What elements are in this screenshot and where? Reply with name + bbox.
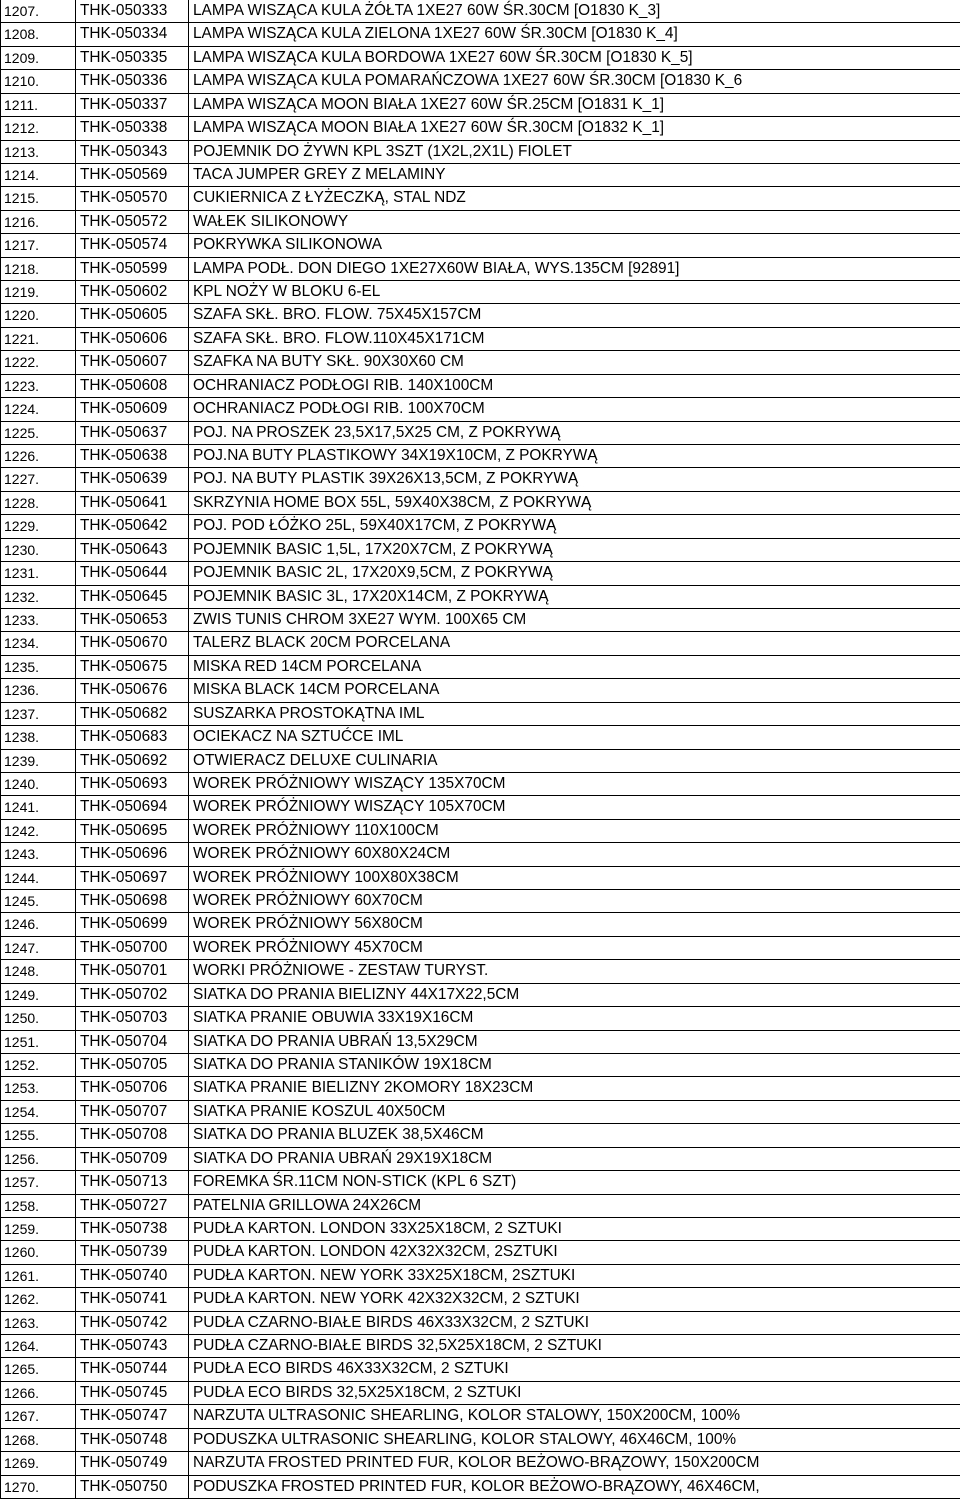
product-description-cell: NARZUTA ULTRASONIC SHEARLING, KOLOR STALOWY, 150X200CM, 100%	[189, 1405, 960, 1428]
product-code-cell: THK-050337	[76, 93, 189, 116]
product-description-cell: SUSZARKA PROSTOKĄTNA IML	[189, 702, 960, 725]
product-code-cell: THK-050607	[76, 351, 189, 374]
table-row	[1, 679, 960, 702]
product-code-cell: THK-050605	[76, 304, 189, 327]
table-row	[1, 374, 960, 397]
table-row	[1, 257, 960, 280]
row-number-cell: 1251.	[1, 1030, 76, 1053]
row-number-cell: 1268.	[1, 1428, 76, 1451]
product-code-cell: THK-050707	[76, 1100, 189, 1123]
product-code-cell: THK-050683	[76, 726, 189, 749]
product-description-cell: PUDŁA ECO BIRDS 46X33X32CM, 2 SZTUKI	[189, 1358, 960, 1381]
row-number-cell: 1239.	[1, 749, 76, 772]
row-number-cell: 1260.	[1, 1241, 76, 1264]
table-row	[1, 445, 960, 468]
product-description-cell: SIATKA DO PRANIA UBRAŃ 13,5X29CM	[189, 1030, 960, 1053]
row-number-cell: 1263.	[1, 1311, 76, 1334]
product-description-cell: OCIEKACZ NA SZTUĆCE IML	[189, 726, 960, 749]
product-code-cell: THK-050338	[76, 117, 189, 140]
row-number-cell: 1266.	[1, 1381, 76, 1404]
row-number-cell: 1219.	[1, 281, 76, 304]
product-code-cell: THK-050572	[76, 210, 189, 233]
table-row	[1, 1311, 960, 1334]
table-row	[1, 749, 960, 772]
product-code-cell: THK-050739	[76, 1241, 189, 1264]
row-number-cell: 1208.	[1, 23, 76, 46]
product-description-cell: WOREK PRÓŻNIOWY 110X100CM	[189, 819, 960, 842]
product-code-cell: THK-050609	[76, 398, 189, 421]
product-description-cell: KPL NOŻY W BLOKU 6-EL	[189, 281, 960, 304]
table-row	[1, 1241, 960, 1264]
product-description-cell: LAMPA WISZĄCA MOON BIAŁA 1XE27 60W ŚR.25CM [O1831 K_1]	[189, 93, 960, 116]
table-row	[1, 585, 960, 608]
table-row	[1, 1030, 960, 1053]
row-number-cell: 1229.	[1, 515, 76, 538]
row-number-cell: 1242.	[1, 819, 76, 842]
product-code-cell: THK-050639	[76, 468, 189, 491]
product-code-cell: THK-050697	[76, 866, 189, 889]
product-description-cell: PUDŁA KARTON. NEW YORK 42X32X32CM, 2 SZTUKI	[189, 1288, 960, 1311]
table-row	[1, 1124, 960, 1147]
product-code-cell: THK-050335	[76, 46, 189, 69]
product-code-cell: THK-050704	[76, 1030, 189, 1053]
table-row	[1, 1077, 960, 1100]
row-number-cell: 1211.	[1, 93, 76, 116]
table-row	[1, 1358, 960, 1381]
table-row	[1, 1171, 960, 1194]
row-number-cell: 1222.	[1, 351, 76, 374]
table-row	[1, 163, 960, 186]
inventory-table-body	[1, 0, 960, 1499]
table-row	[1, 327, 960, 350]
table-row	[1, 1100, 960, 1123]
product-code-cell: THK-050606	[76, 327, 189, 350]
product-code-cell: THK-050670	[76, 632, 189, 655]
table-row	[1, 46, 960, 69]
table-row	[1, 562, 960, 585]
product-code-cell: THK-050574	[76, 234, 189, 257]
product-description-cell: POJEMNIK BASIC 3L, 17X20X14CM, Z POKRYWĄ	[189, 585, 960, 608]
product-code-cell: THK-050713	[76, 1171, 189, 1194]
table-row	[1, 468, 960, 491]
row-number-cell: 1238.	[1, 726, 76, 749]
row-number-cell: 1270.	[1, 1475, 76, 1498]
row-number-cell: 1228.	[1, 491, 76, 514]
table-row	[1, 632, 960, 655]
row-number-cell: 1213.	[1, 140, 76, 163]
product-description-cell: SZAFA SKŁ. BRO. FLOW. 75X45X157CM	[189, 304, 960, 327]
product-code-cell: THK-050645	[76, 585, 189, 608]
row-number-cell: 1237.	[1, 702, 76, 725]
product-description-cell: WOREK PRÓŻNIOWY 60X80X24CM	[189, 843, 960, 866]
product-description-cell: POJEMNIK BASIC 2L, 17X20X9,5CM, Z POKRYWĄ	[189, 562, 960, 585]
product-code-cell: THK-050642	[76, 515, 189, 538]
product-code-cell: THK-050749	[76, 1452, 189, 1475]
product-description-cell: POJEMNIK DO ŻYWN KPL 3SZT (1X2L,2X1L) FIOLET	[189, 140, 960, 163]
product-description-cell: LAMPA WISZĄCA KULA BORDOWA 1XE27 60W ŚR.30CM [O1830 K_5]	[189, 46, 960, 69]
row-number-cell: 1221.	[1, 327, 76, 350]
row-number-cell: 1256.	[1, 1147, 76, 1170]
table-row	[1, 726, 960, 749]
product-description-cell: LAMPA WISZĄCA KULA POMARAŃCZOWA 1XE27 60W ŚR.30CM [O1830 K_6	[189, 70, 960, 93]
table-row	[1, 1428, 960, 1451]
product-description-cell: SIATKA PRANIE BIELIZNY 2KOMORY 18X23CM	[189, 1077, 960, 1100]
product-description-cell: WOREK PRÓŻNIOWY 45X70CM	[189, 936, 960, 959]
product-code-cell: THK-050705	[76, 1053, 189, 1076]
row-number-cell: 1244.	[1, 866, 76, 889]
product-description-cell: MISKA BLACK 14CM PORCELANA	[189, 679, 960, 702]
product-code-cell: THK-050727	[76, 1194, 189, 1217]
row-number-cell: 1232.	[1, 585, 76, 608]
table-row	[1, 421, 960, 444]
table-row	[1, 140, 960, 163]
table-row	[1, 1452, 960, 1475]
table-row	[1, 702, 960, 725]
row-number-cell: 1243.	[1, 843, 76, 866]
table-row	[1, 281, 960, 304]
product-code-cell: THK-050692	[76, 749, 189, 772]
row-number-cell: 1255.	[1, 1124, 76, 1147]
table-row	[1, 772, 960, 795]
row-number-cell: 1233.	[1, 608, 76, 631]
row-number-cell: 1245.	[1, 890, 76, 913]
row-number-cell: 1220.	[1, 304, 76, 327]
product-description-cell: WOREK PRÓŻNIOWY WISZĄCY 105X70CM	[189, 796, 960, 819]
product-code-cell: THK-050641	[76, 491, 189, 514]
table-row	[1, 1147, 960, 1170]
table-row	[1, 655, 960, 678]
table-row	[1, 608, 960, 631]
table-row	[1, 0, 960, 23]
product-description-cell: WAŁEK SILIKONOWY	[189, 210, 960, 233]
table-row	[1, 1217, 960, 1240]
table-row	[1, 1053, 960, 1076]
product-code-cell: THK-050700	[76, 936, 189, 959]
product-code-cell: THK-050748	[76, 1428, 189, 1451]
row-number-cell: 1231.	[1, 562, 76, 585]
product-description-cell: POJEMNIK BASIC 1,5L, 17X20X7CM, Z POKRYWĄ	[189, 538, 960, 561]
product-description-cell: POKRYWKA SILIKONOWA	[189, 234, 960, 257]
product-code-cell: THK-050570	[76, 187, 189, 210]
product-code-cell: THK-050747	[76, 1405, 189, 1428]
product-description-cell: PATELNIA GRILLOWA 24X26CM	[189, 1194, 960, 1217]
product-description-cell: PUDŁA CZARNO-BIAŁE BIRDS 46X33X32CM, 2 SZTUKI	[189, 1311, 960, 1334]
product-description-cell: WOREK PRÓŻNIOWY 100X80X38CM	[189, 866, 960, 889]
table-row	[1, 398, 960, 421]
product-code-cell: THK-050693	[76, 772, 189, 795]
table-row	[1, 843, 960, 866]
table-row	[1, 936, 960, 959]
row-number-cell: 1250.	[1, 1007, 76, 1030]
product-description-cell: PUDŁA ECO BIRDS 32,5X25X18CM, 2 SZTUKI	[189, 1381, 960, 1404]
product-code-cell: THK-050745	[76, 1381, 189, 1404]
row-number-cell: 1265.	[1, 1358, 76, 1381]
table-row	[1, 1194, 960, 1217]
product-description-cell: POJ. NA PROSZEK 23,5X17,5X25 CM, Z POKRYWĄ	[189, 421, 960, 444]
product-code-cell: THK-050602	[76, 281, 189, 304]
product-code-cell: THK-050708	[76, 1124, 189, 1147]
product-description-cell: OCHRANIACZ PODŁOGI RIB. 140X100CM	[189, 374, 960, 397]
table-row	[1, 70, 960, 93]
product-code-cell: THK-050569	[76, 163, 189, 186]
row-number-cell: 1217.	[1, 234, 76, 257]
row-number-cell: 1215.	[1, 187, 76, 210]
row-number-cell: 1253.	[1, 1077, 76, 1100]
product-description-cell: WOREK PRÓŻNIOWY 60X70CM	[189, 890, 960, 913]
row-number-cell: 1261.	[1, 1264, 76, 1287]
product-description-cell: TACA JUMPER GREY Z MELAMINY	[189, 163, 960, 186]
table-row	[1, 960, 960, 983]
product-description-cell: PUDŁA KARTON. LONDON 33X25X18CM, 2 SZTUKI	[189, 1217, 960, 1240]
table-row	[1, 866, 960, 889]
row-number-cell: 1234.	[1, 632, 76, 655]
row-number-cell: 1236.	[1, 679, 76, 702]
product-description-cell: SIATKA PRANIE KOSZUL 40X50CM	[189, 1100, 960, 1123]
row-number-cell: 1230.	[1, 538, 76, 561]
table-row	[1, 1475, 960, 1498]
product-code-cell: THK-050343	[76, 140, 189, 163]
table-row	[1, 890, 960, 913]
product-code-cell: THK-050699	[76, 913, 189, 936]
product-code-cell: THK-050644	[76, 562, 189, 585]
row-number-cell: 1249.	[1, 983, 76, 1006]
product-description-cell: PODUSZKA FROSTED PRINTED FUR, KOLOR BEŻOWO-BRĄZOWY, 46X46CM,	[189, 1475, 960, 1498]
row-number-cell: 1259.	[1, 1217, 76, 1240]
row-number-cell: 1235.	[1, 655, 76, 678]
row-number-cell: 1246.	[1, 913, 76, 936]
row-number-cell: 1267.	[1, 1405, 76, 1428]
row-number-cell: 1216.	[1, 210, 76, 233]
product-code-cell: THK-050682	[76, 702, 189, 725]
row-number-cell: 1224.	[1, 398, 76, 421]
product-code-cell: THK-050703	[76, 1007, 189, 1030]
product-code-cell: THK-050742	[76, 1311, 189, 1334]
product-description-cell: PUDŁA CZARNO-BIAŁE BIRDS 32,5X25X18CM, 2 SZTUKI	[189, 1335, 960, 1358]
product-description-cell: SIATKA PRANIE OBUWIA 33X19X16CM	[189, 1007, 960, 1030]
product-description-cell: SIATKA DO PRANIA BIELIZNY 44X17X22,5CM	[189, 983, 960, 1006]
product-code-cell: THK-050743	[76, 1335, 189, 1358]
product-description-cell: SKRZYNIA HOME BOX 55L, 59X40X38CM, Z POKRYWĄ	[189, 491, 960, 514]
product-code-cell: THK-050738	[76, 1217, 189, 1240]
row-number-cell: 1269.	[1, 1452, 76, 1475]
table-row	[1, 234, 960, 257]
product-code-cell: THK-050696	[76, 843, 189, 866]
product-code-cell: THK-050608	[76, 374, 189, 397]
table-row	[1, 187, 960, 210]
product-description-cell: WOREK PRÓŻNIOWY WISZĄCY 135X70CM	[189, 772, 960, 795]
product-code-cell: THK-050334	[76, 23, 189, 46]
row-number-cell: 1214.	[1, 163, 76, 186]
row-number-cell: 1225.	[1, 421, 76, 444]
product-code-cell: THK-050637	[76, 421, 189, 444]
row-number-cell: 1241.	[1, 796, 76, 819]
product-description-cell: SZAFKA NA BUTY SKŁ. 90X30X60 CM	[189, 351, 960, 374]
product-description-cell: SIATKA DO PRANIA STANIKÓW 19X18CM	[189, 1053, 960, 1076]
row-number-cell: 1223.	[1, 374, 76, 397]
product-code-cell: THK-050638	[76, 445, 189, 468]
row-number-cell: 1212.	[1, 117, 76, 140]
product-code-cell: THK-050695	[76, 819, 189, 842]
table-row	[1, 913, 960, 936]
product-description-cell: MISKA RED 14CM PORCELANA	[189, 655, 960, 678]
table-row	[1, 1405, 960, 1428]
product-description-cell: OCHRANIACZ PODŁOGI RIB. 100X70CM	[189, 398, 960, 421]
table-row	[1, 796, 960, 819]
row-number-cell: 1247.	[1, 936, 76, 959]
table-row	[1, 1335, 960, 1358]
product-code-cell: THK-050694	[76, 796, 189, 819]
table-row	[1, 351, 960, 374]
product-description-cell: WORKI PRÓŻNIOWE - ZESTAW TURYST.	[189, 960, 960, 983]
row-number-cell: 1248.	[1, 960, 76, 983]
product-code-cell: THK-050744	[76, 1358, 189, 1381]
product-code-cell: THK-050698	[76, 890, 189, 913]
row-number-cell: 1258.	[1, 1194, 76, 1217]
product-code-cell: THK-050599	[76, 257, 189, 280]
product-code-cell: THK-050750	[76, 1475, 189, 1498]
product-description-cell: OTWIERACZ DELUXE CULINARIA	[189, 749, 960, 772]
table-row	[1, 93, 960, 116]
product-code-cell: THK-050643	[76, 538, 189, 561]
row-number-cell: 1262.	[1, 1288, 76, 1311]
product-description-cell: PUDŁA KARTON. LONDON 42X32X32CM, 2SZTUKI	[189, 1241, 960, 1264]
row-number-cell: 1209.	[1, 46, 76, 69]
product-description-cell: FOREMKA ŚR.11CM NON-STICK (KPL 6 SZT)	[189, 1171, 960, 1194]
product-code-cell: THK-050701	[76, 960, 189, 983]
row-number-cell: 1226.	[1, 445, 76, 468]
product-code-cell: THK-050653	[76, 608, 189, 631]
product-description-cell: POJ.NA BUTY PLASTIKOWY 34X19X10CM, Z POKRYWĄ	[189, 445, 960, 468]
row-number-cell: 1254.	[1, 1100, 76, 1123]
product-code-cell: THK-050676	[76, 679, 189, 702]
table-row	[1, 1288, 960, 1311]
table-row	[1, 117, 960, 140]
row-number-cell: 1207.	[1, 0, 76, 23]
product-description-cell: PUDŁA KARTON. NEW YORK 33X25X18CM, 2SZTUKI	[189, 1264, 960, 1287]
product-description-cell: WOREK PRÓŻNIOWY 56X80CM	[189, 913, 960, 936]
product-code-cell: THK-050333	[76, 0, 189, 23]
table-row	[1, 304, 960, 327]
row-number-cell: 1252.	[1, 1053, 76, 1076]
row-number-cell: 1257.	[1, 1171, 76, 1194]
product-description-cell: TALERZ BLACK 20CM PORCELANA	[189, 632, 960, 655]
product-description-cell: CUKIERNICA Z ŁYŻECZKĄ, STAL NDZ	[189, 187, 960, 210]
row-number-cell: 1218.	[1, 257, 76, 280]
table-row	[1, 23, 960, 46]
product-description-cell: LAMPA WISZĄCA KULA ŻÓŁTA 1XE27 60W ŚR.30CM [O1830 K_3]	[189, 0, 960, 23]
product-code-cell: THK-050706	[76, 1077, 189, 1100]
product-code-cell: THK-050741	[76, 1288, 189, 1311]
product-code-cell: THK-050675	[76, 655, 189, 678]
product-description-cell: NARZUTA FROSTED PRINTED FUR, KOLOR BEŻOWO-BRĄZOWY, 150X200CM	[189, 1452, 960, 1475]
row-number-cell: 1227.	[1, 468, 76, 491]
product-description-cell: PODUSZKA ULTRASONIC SHEARLING, KOLOR STALOWY, 46X46CM, 100%	[189, 1428, 960, 1451]
table-row	[1, 1007, 960, 1030]
product-description-cell: SIATKA DO PRANIA UBRAŃ 29X19X18CM	[189, 1147, 960, 1170]
table-row	[1, 1264, 960, 1287]
product-code-cell: THK-050702	[76, 983, 189, 1006]
row-number-cell: 1210.	[1, 70, 76, 93]
table-row	[1, 983, 960, 1006]
row-number-cell: 1240.	[1, 772, 76, 795]
product-description-cell: SIATKA DO PRANIA BLUZEK 38,5X46CM	[189, 1124, 960, 1147]
product-code-cell: THK-050740	[76, 1264, 189, 1287]
product-code-cell: THK-050709	[76, 1147, 189, 1170]
product-description-cell: SZAFA SKŁ. BRO. FLOW.110X45X171CM	[189, 327, 960, 350]
table-row	[1, 210, 960, 233]
product-code-cell: THK-050336	[76, 70, 189, 93]
product-description-cell: POJ. POD ŁÓŻKO 25L, 59X40X17CM, Z POKRYWĄ	[189, 515, 960, 538]
table-row	[1, 491, 960, 514]
table-row	[1, 515, 960, 538]
table-row	[1, 538, 960, 561]
row-number-cell: 1264.	[1, 1335, 76, 1358]
table-row	[1, 1381, 960, 1404]
table-row	[1, 819, 960, 842]
product-description-cell: LAMPA WISZĄCA MOON BIAŁA 1XE27 60W ŚR.30CM [O1832 K_1]	[189, 117, 960, 140]
product-description-cell: LAMPA PODŁ. DON DIEGO 1XE27X60W BIAŁA, WYS.135CM [92891]	[189, 257, 960, 280]
product-description-cell: ZWIS TUNIS CHROM 3XE27 WYM. 100X65 CM	[189, 608, 960, 631]
product-description-cell: LAMPA WISZĄCA KULA ZIELONA 1XE27 60W ŚR.30CM [O1830 K_4]	[189, 23, 960, 46]
product-description-cell: POJ. NA BUTY PLASTIK 39X26X13,5CM, Z POKRYWĄ	[189, 468, 960, 491]
